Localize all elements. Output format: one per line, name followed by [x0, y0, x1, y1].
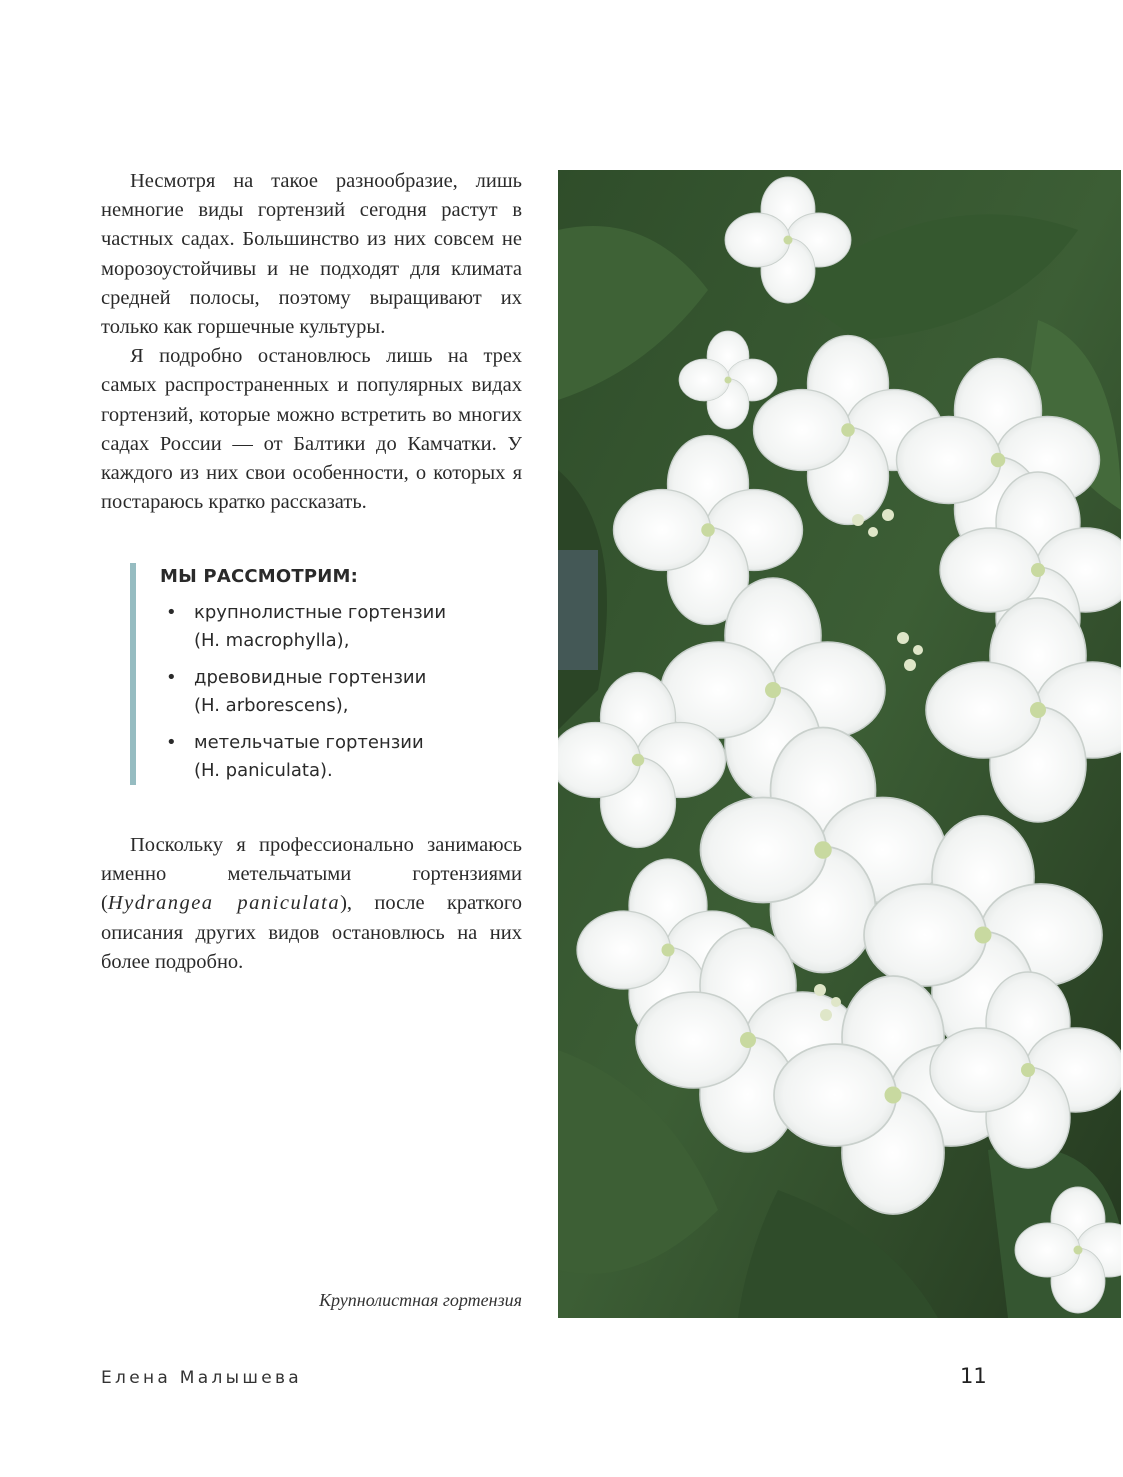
list-item — [166, 599, 516, 655]
species-latin: (H. arborescens), — [194, 695, 349, 716]
bullet-icon: • — [166, 667, 177, 688]
species-list — [166, 599, 516, 794]
species-name: древовидные гортензии — [194, 667, 427, 688]
bullet-icon: • — [166, 732, 177, 753]
species-callout — [130, 563, 526, 785]
text-before-latin: Поскольку я профессионально занимаюсь именно метельчатыми гортензиями ( — [101, 834, 522, 915]
bullet-icon: • — [166, 602, 177, 623]
author-name: Елена Малышева — [101, 1368, 303, 1388]
callout-title: МЫ РАССМОТРИМ: — [160, 566, 359, 587]
species-latin: (H. paniculata). — [194, 760, 333, 781]
intro-text — [101, 167, 522, 517]
photo-caption: Крупнолистная гортензия — [319, 1290, 522, 1310]
species-name: метельчатые гортензии — [194, 732, 424, 753]
closing-text — [101, 831, 522, 977]
species-latin: (H. macrophylla), — [194, 630, 350, 651]
species-name: крупнолистные гортензии — [194, 602, 447, 623]
list-item — [166, 729, 516, 785]
paragraph-diversity: Несмотря на такое разнообразие, лишь немногие виды гортензий сегодня растут в частных садах. Большинство из них совсем не морозоустойчивы и не подходят для климата средней полосы, поэтому выращивают их только как горшечные культуры. — [101, 170, 522, 339]
text-after-latin: ), после краткого описания других видов остановлюсь на них более подробно. — [101, 892, 522, 973]
paragraph-three-species: Я подробно остановлюсь лишь на трех самых распространенных и популярных видах гортензий, которые можно встретить во многих садах России — от Балтики до Камчатки. У каждого из них свои особенности, о которых я постараюсь кратко рассказать. — [101, 345, 522, 514]
hydrangea-photo — [558, 170, 1121, 1318]
latin-name: Hydrangea paniculata — [107, 892, 341, 915]
list-item — [166, 664, 516, 720]
paragraph-paniculata — [101, 831, 522, 977]
page-number: 11 — [960, 1364, 987, 1388]
